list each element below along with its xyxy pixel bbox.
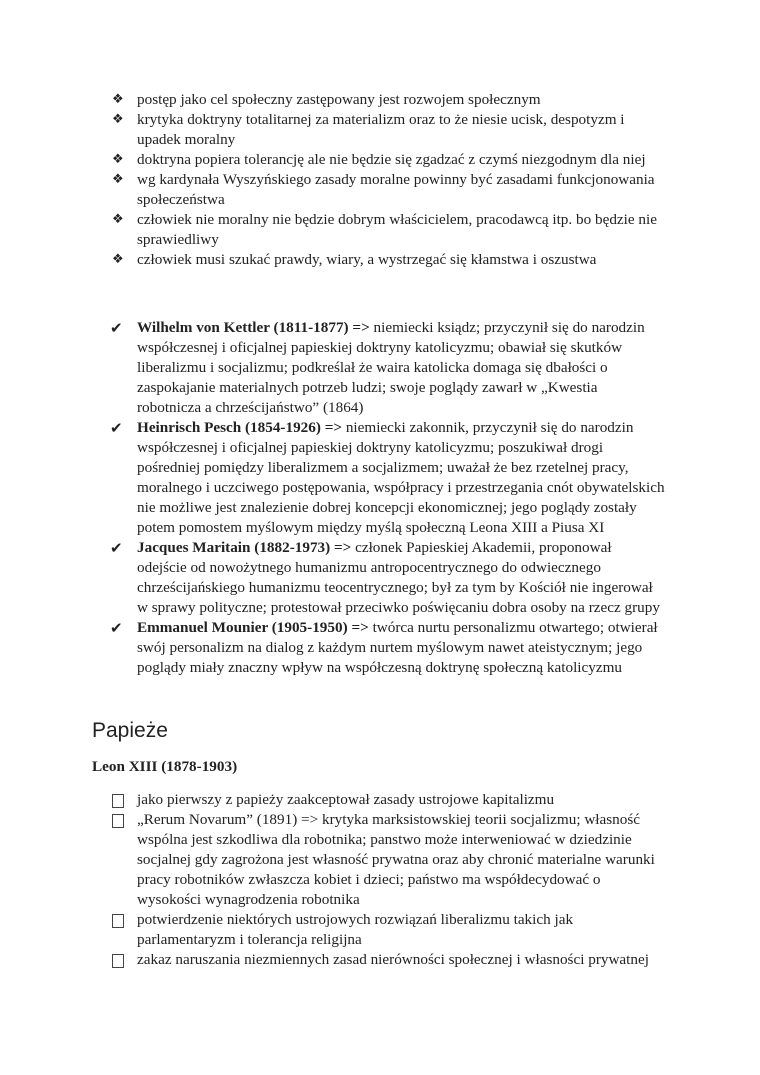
list-item xyxy=(0,90,760,110)
list-item-text: jako pierwszy z papieży zaakceptował zasady ustrojowe kapitalizmu xyxy=(137,791,555,808)
diamond-bullet-icon: ❖ xyxy=(112,92,124,107)
diamond-bullet-icon: ❖ xyxy=(112,112,124,127)
list-item-text: krytyka doktryny totalitarnej za materializm oraz to że niesie ucisk, despotyzm i upadek moralny xyxy=(137,111,625,148)
diamond-bullet-icon: ❖ xyxy=(112,152,124,167)
list-item-text: „Rerum Novarum” (1891) => krytyka marksistowskiej teorii socjalizmu; własność wspólna jest szkodliwa dla robotnika; panstwo może interweniować w dziedzinie socjalnej gdy zagrożona jest własność prywatna oraz aby chronić materialne warunki pracy robotników zwłaszcza kobiet i dzieci; państwo ma współdecydować o wysokości wynagrodzenia robotnika xyxy=(137,811,655,908)
list-item xyxy=(0,810,760,910)
list-item-text: potwierdzenie niektórych ustrojowych rozwiązań liberalizmu takich jak parlamentaryzm i tolerancja religijna xyxy=(137,911,574,948)
list-item xyxy=(0,250,760,270)
list-item-text: zakaz naruszania niezmiennych zasad nierówności społecznej i własności prywatnej xyxy=(137,951,649,968)
square-bullet-icon xyxy=(112,794,124,808)
checkmark-icon: ✔ xyxy=(110,619,123,637)
list-item-text: wg kardynała Wyszyńskiego zasady moralne powinny być zasadami funkcjonowania społeczeństwa xyxy=(137,171,655,208)
person-description: członek Papieskiej Akademii, proponował odejście od nowożytnego humanizmu antropocentrycznego do odwiecznego chrześcijańskiego humanizmu teocentrycznego; był za tym by Kościół nie ingerował w sprawy polityczne; protestował przeciwko poświęcaniu dobra osoby na rzecz grupy xyxy=(137,539,660,616)
checkmark-icon: ✔ xyxy=(110,539,123,557)
diamond-bullet-list xyxy=(0,90,760,270)
person-name: Heinrisch Pesch (1854-1926) => xyxy=(137,419,343,436)
list-item-text: doktryna popiera tolerancję ale nie będzie się zgadzać z czymś niezgodnym dla niej xyxy=(137,151,646,168)
person-description: twórca nurtu personalizmu otwartego; otwierał swój personalizm na dialog z każdym nurtem myślowym nawet ateistycznym; jego poglądy miały znaczny wpływ na współczesną doktrynę społeczną katolicyzmu xyxy=(137,619,658,676)
diamond-bullet-icon: ❖ xyxy=(112,252,124,267)
square-bullet-icon xyxy=(112,914,124,928)
person-name: Wilhelm von Kettler (1811-1877) => xyxy=(137,319,370,336)
list-item xyxy=(0,790,760,810)
checkmark-list xyxy=(0,318,760,678)
person-description: niemiecki ksiądz; przyczynił się do narodzin współczesnej i oficjalnej papieskiej doktryny katolicyzmu; obawiał się skutków liberalizmu i socjalizmu; podkreślał że waira katolicka domaga się dbałości o zaspokajanie materialnych potrzeb ludzi; swoje poglądy zawarł w „Kwestia robotnicza a chrześcijaństwo” (1864) xyxy=(137,319,645,416)
list-item xyxy=(0,910,760,950)
list-item xyxy=(0,210,760,250)
list-item xyxy=(0,538,760,618)
section-heading: Papieże xyxy=(92,719,168,742)
checkmark-icon: ✔ xyxy=(110,319,123,337)
person-description: niemiecki zakonnik, przyczynił się do narodzin współczesnej i oficjalnej papieskiej doktryny katolicyzmu; poszukiwał drogi pośredniej pomiędzy liberalizmem a socjalizmem; uważał że bez rzetelnej pracy, moralnego i uczciwego postępowania, współpracy i przestrzegania cnót obywatelskich nie możliwe jest znalezienie dobrej koncepcji ekonomicznej; jego poglądy zostały potem pomostem myślowym między myślą społeczną Leona XIII a Piusa XI xyxy=(137,419,665,536)
list-item xyxy=(0,618,760,678)
list-item-text: człowiek musi szukać prawdy, wiary, a wystrzegać się kłamstwa i oszustwa xyxy=(137,251,597,268)
checkmark-icon: ✔ xyxy=(110,419,123,437)
square-bullet-list xyxy=(0,790,760,970)
subheading: Leon XIII (1878-1903) xyxy=(92,758,238,775)
person-name: Emmanuel Mounier (1905-1950) => xyxy=(137,619,369,636)
diamond-bullet-icon: ❖ xyxy=(112,212,124,227)
list-item xyxy=(0,170,760,210)
list-item xyxy=(0,150,760,170)
person-name: Jacques Maritain (1882-1973) => xyxy=(137,539,352,556)
diamond-bullet-icon: ❖ xyxy=(112,172,124,187)
list-item-text: postęp jako cel społeczny zastępowany jest rozwojem społecznym xyxy=(137,91,541,108)
square-bullet-icon xyxy=(112,954,124,968)
list-item xyxy=(0,418,760,538)
square-bullet-icon xyxy=(112,814,124,828)
list-item-text: człowiek nie moralny nie będzie dobrym właścicielem, pracodawcą itp. bo będzie nie sprawiedliwy xyxy=(137,211,657,248)
list-item xyxy=(0,318,760,418)
list-item xyxy=(0,950,760,970)
list-item xyxy=(0,110,760,150)
